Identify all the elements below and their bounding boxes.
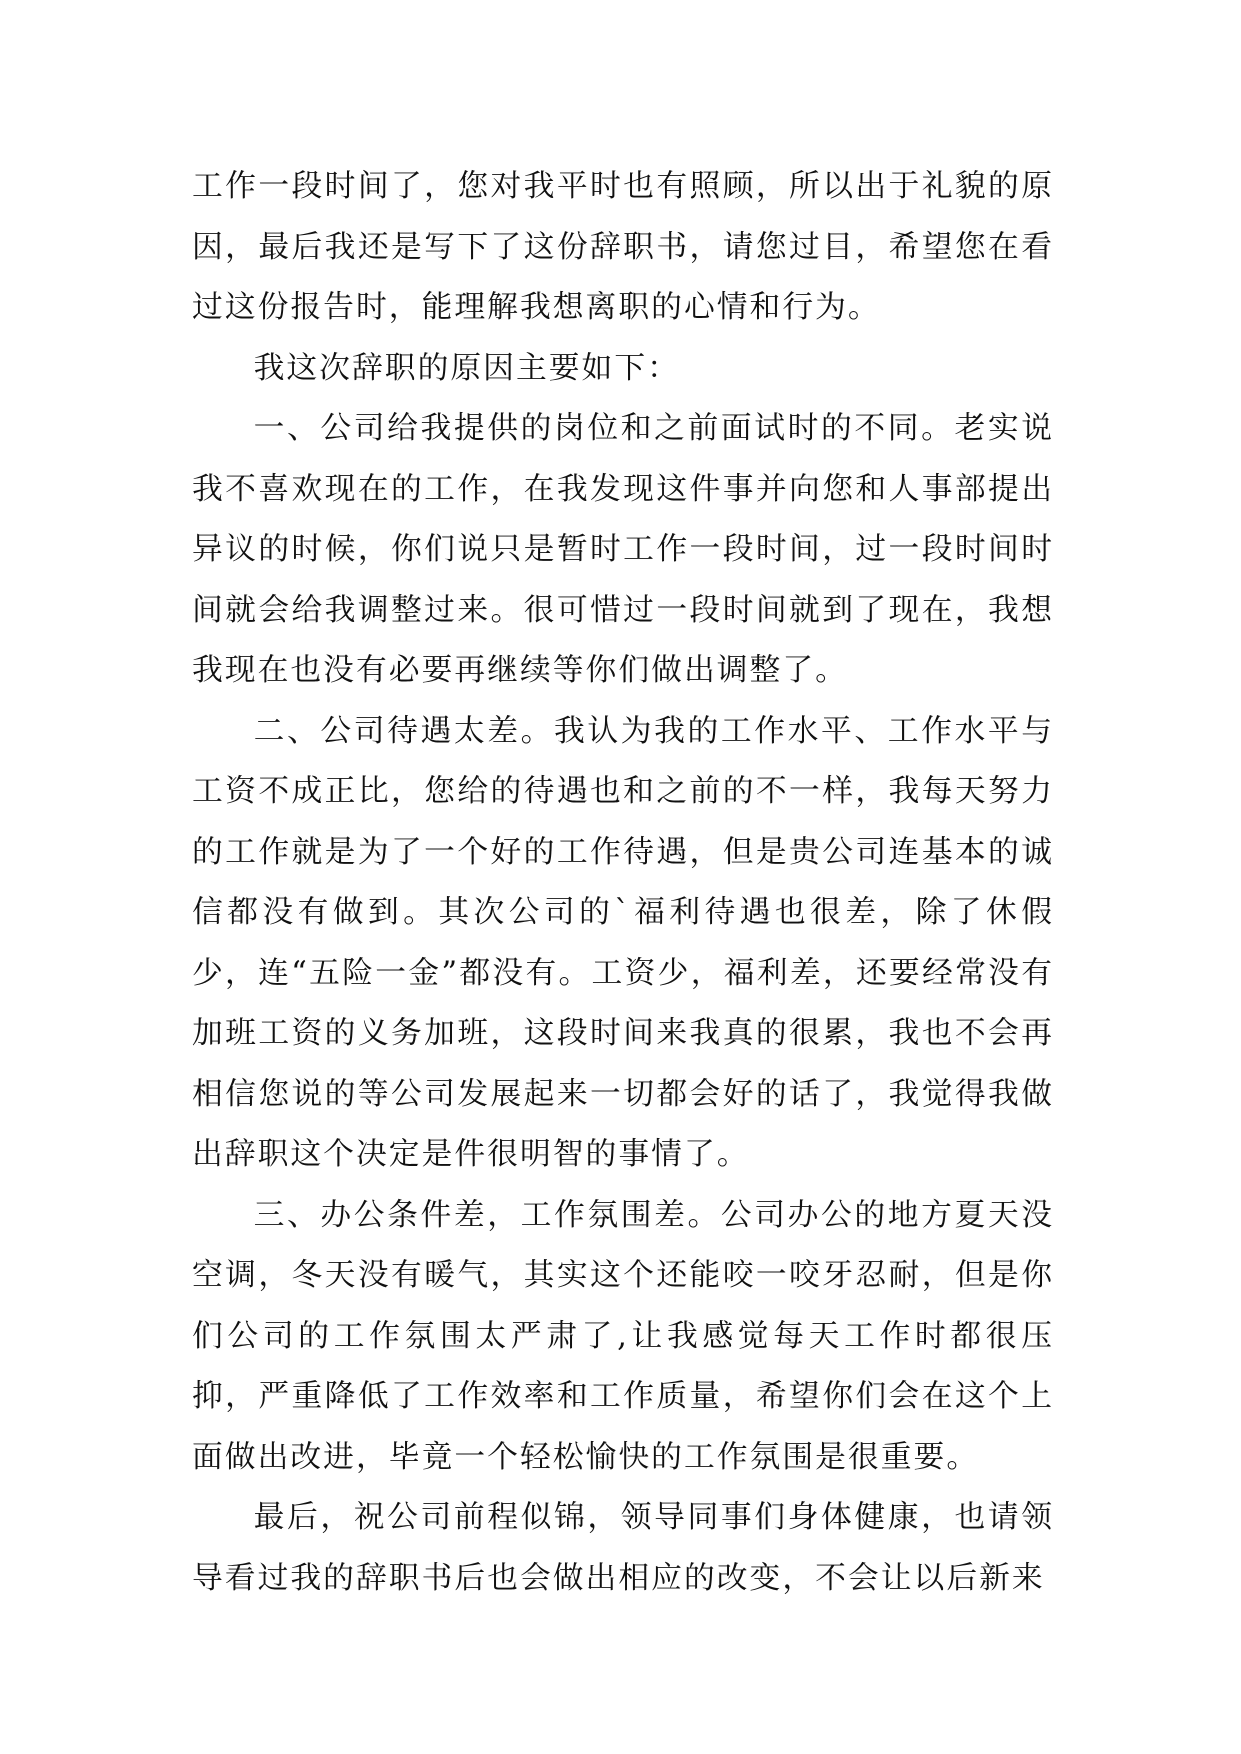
paragraph-intro: 工作一段时间了，您对我平时也有照顾，所以出于礼貌的原因，最后我还是写下了这份辞职书，请您过目，希望您在看过这份报告时，能理解我想离职的心情和行为。 (192, 168, 1054, 325)
paragraph-reason-3: 三、办公条件差，工作氛围差。公司办公的地方夏天没空调，冬天没有暖气，其实这个还能咬一咬牙忍耐，但是你们公司的工作氛围太严肃了,让我感觉每天工作时都很压抑，严重降低了工作效率和工作质量，希望你们会在这个上面做出改进，毕竟一个轻松愉快的工作氛围是很重要。 (192, 1196, 1054, 1475)
document-body (192, 156, 1054, 1608)
paragraph-reason-1: 一、公司给我提供的岗位和之前面试时的不同。老实说我不喜欢现在的工作，在我发现这件事并向您和人事部提出异议的时候，你们说只是暂时工作一段时间，过一段时间时间就会给我调整过来。很可惜过一段时间就到了现在，我想我现在也没有必要再继续等你们做出调整了。 (192, 410, 1054, 688)
paragraph-closing: 最后，祝公司前程似锦，领导同事们身体健康，也请领导看过我的辞职书后也会做出相应的改变，不会让以后新来 (192, 1499, 1054, 1596)
paragraph-reasons-heading: 我这次辞职的原因主要如下： (253, 349, 680, 386)
paragraph-reason-2: 二、公司待遇太差。我认为我的工作水平、工作水平与工资不成正比，您给的待遇也和之前的不一样，我每天努力的工作就是为了一个好的工作待遇，但是贵公司连基本的诚信都没有做到。其次公司的`福利待遇也很差，除了休假少，连“五险一金”都没有。工资少，福利差，还要经常没有加班工资的义务加班，这段时间来我真的很累，我也不会再相信您说的等公司发展起来一切都会好的话了，我觉得我做出辞职这个决定是件很明智的事情了。 (192, 712, 1054, 1172)
